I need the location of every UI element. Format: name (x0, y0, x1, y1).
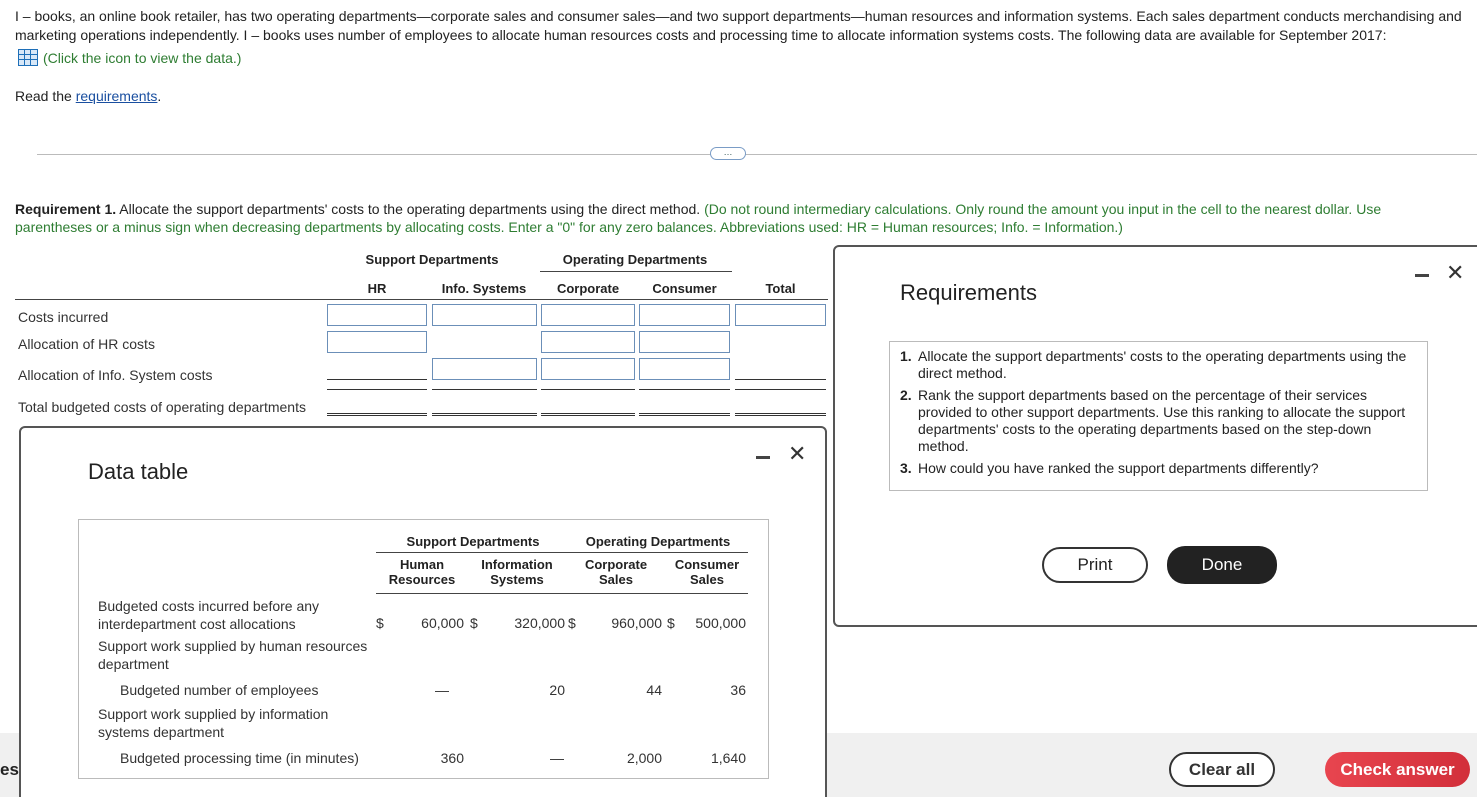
support-departments-header: Support Departments (365, 252, 499, 267)
view-data-text[interactable]: (Click the icon to view the data.) (43, 49, 242, 66)
hr-info-underline (327, 379, 427, 380)
dt-value: 320,000 (514, 615, 565, 631)
close-icon[interactable]: ✕ (788, 441, 807, 466)
minimize-icon[interactable] (1415, 274, 1429, 277)
dt-col-hr: Human Resources (388, 557, 456, 587)
dt-support-header: Support Departments (406, 534, 540, 549)
input-hr-alloc-hr[interactable] (327, 331, 427, 353)
dt-value: 20 (549, 682, 565, 698)
row-total-budgeted: Total budgeted costs of operating departments (18, 399, 306, 415)
dt-value: 960,000 (611, 615, 662, 631)
dt-header-rule (376, 593, 748, 594)
requirements-list (890, 342, 1427, 477)
dt-value: 2,000 (626, 750, 662, 766)
dt-value: 360 (440, 750, 464, 766)
dt-value: 36 (730, 682, 746, 698)
dt-col-is: Information Systems (481, 557, 553, 587)
input-total-info[interactable] (432, 389, 537, 416)
requirement-item: 1. Allocate the support departments' costs to the operating departments using the direct method. (900, 348, 1407, 381)
input-costs-info[interactable] (432, 304, 537, 326)
header-rule (15, 299, 828, 300)
requirement-item: 2. Rank the support departments based on the percentage of their services provided to other support departments. Use this ranking to allocate the support departments' costs to the operating departments based on the step-down method. (900, 387, 1406, 454)
check-answer-button[interactable]: Check answer (1325, 752, 1470, 787)
input-costs-total[interactable] (735, 304, 826, 326)
footer-fragment: es (0, 760, 19, 779)
dt-group-rule (376, 552, 748, 553)
input-total-hr[interactable] (327, 389, 427, 416)
row-allocation-info: Allocation of Info. System costs (18, 367, 213, 383)
input-info-alloc-info[interactable] (432, 358, 537, 380)
input-total-corporate[interactable] (541, 389, 635, 416)
done-button[interactable]: Done (1167, 546, 1277, 584)
col-consumer: Consumer (652, 281, 717, 296)
col-corporate: Corporate (556, 281, 620, 296)
data-table-title: Data table (88, 459, 189, 484)
operating-underline (540, 271, 732, 272)
requirements-box (889, 341, 1428, 491)
input-hr-alloc-corporate[interactable] (541, 331, 635, 353)
close-icon[interactable]: ✕ (1446, 260, 1465, 285)
dt-value: $ (376, 615, 384, 631)
input-costs-hr[interactable] (327, 304, 427, 326)
row-allocation-hr: Allocation of HR costs (18, 336, 155, 352)
read-suffix: . (157, 88, 162, 104)
row-costs-incurred: Costs incurred (18, 309, 109, 325)
read-prefix: Read the (15, 88, 72, 104)
requirement-1-label: Requirement 1. (15, 201, 117, 217)
table-icon[interactable] (18, 49, 38, 66)
col-hr: HR (367, 281, 387, 296)
divider (37, 154, 1477, 155)
input-info-alloc-consumer[interactable] (639, 358, 730, 380)
dt-value: $ (667, 615, 675, 631)
requirements-link[interactable]: requirements (75, 88, 158, 104)
dt-value: 1,640 (710, 750, 746, 766)
requirement-item: 3. How could you have ranked the support departments differently? (900, 460, 1319, 476)
view-data-link[interactable] (18, 49, 241, 66)
dt-row-is-support: Support work supplied by information systems department (98, 706, 329, 740)
input-hr-alloc-consumer[interactable] (639, 331, 730, 353)
dt-row-processing-time: Budgeted processing time (in minutes) (120, 750, 359, 766)
operating-departments-header: Operating Departments (562, 252, 708, 267)
input-total-consumer[interactable] (639, 389, 730, 416)
total-info-underline (735, 379, 826, 380)
col-total: Total (765, 281, 796, 296)
dt-row-hr-support: Support work supplied by human resources department (98, 638, 368, 672)
dt-value: 500,000 (695, 615, 746, 631)
input-costs-corporate[interactable] (541, 304, 635, 326)
requirement-1-instructions (15, 200, 1455, 236)
dt-value: $ (470, 615, 478, 631)
clear-all-button[interactable]: Clear all (1169, 752, 1275, 787)
dt-value: — (550, 750, 564, 766)
dt-row-employees: Budgeted number of employees (120, 682, 319, 698)
dt-col-con: Consumer Sales (674, 557, 740, 587)
print-button[interactable]: Print (1042, 547, 1148, 583)
requirements-title: Requirements (900, 280, 1037, 305)
dt-row-budgeted-costs: Budgeted costs incurred before any interdepartment cost allocations (98, 598, 320, 632)
dt-operating-header: Operating Departments (585, 534, 731, 549)
minimize-icon[interactable] (756, 456, 770, 459)
dt-value: 60,000 (421, 615, 464, 631)
dt-value: $ (568, 615, 576, 631)
col-info-systems: Info. Systems (441, 281, 527, 296)
dt-col-cs: Corporate Sales (584, 557, 648, 587)
input-info-alloc-corporate[interactable] (541, 358, 635, 380)
expand-more-button[interactable]: … (710, 147, 746, 160)
dt-value: 44 (646, 682, 662, 698)
dt-value: — (435, 682, 449, 698)
read-requirements (15, 88, 161, 104)
input-total-total[interactable] (735, 389, 826, 416)
requirement-1-hint: (Do not round intermediary calculations. Only round the amount you input in the cell to the nearest dollar. Use parentheses or a minus sign when decreasing departments by allocating costs. Enter a "0" for any zero balances. Abbreviations used: HR = Human resources; Info. = Information.) (15, 201, 1382, 235)
problem-intro: I – books, an online book retailer, has two operating departments—corporate sales and consumer sales—and two support departments—human resources and information systems. Each sales department conducts merchandising and marketing operations independently. I – books uses number of employees to allocate human resources costs and processing time to allocate information systems costs. The following data are available for September 2017: (15, 8, 1462, 43)
requirement-1-text: Allocate the support departments' costs to the operating departments using the direct method. (119, 201, 701, 217)
input-costs-consumer[interactable] (639, 304, 730, 326)
